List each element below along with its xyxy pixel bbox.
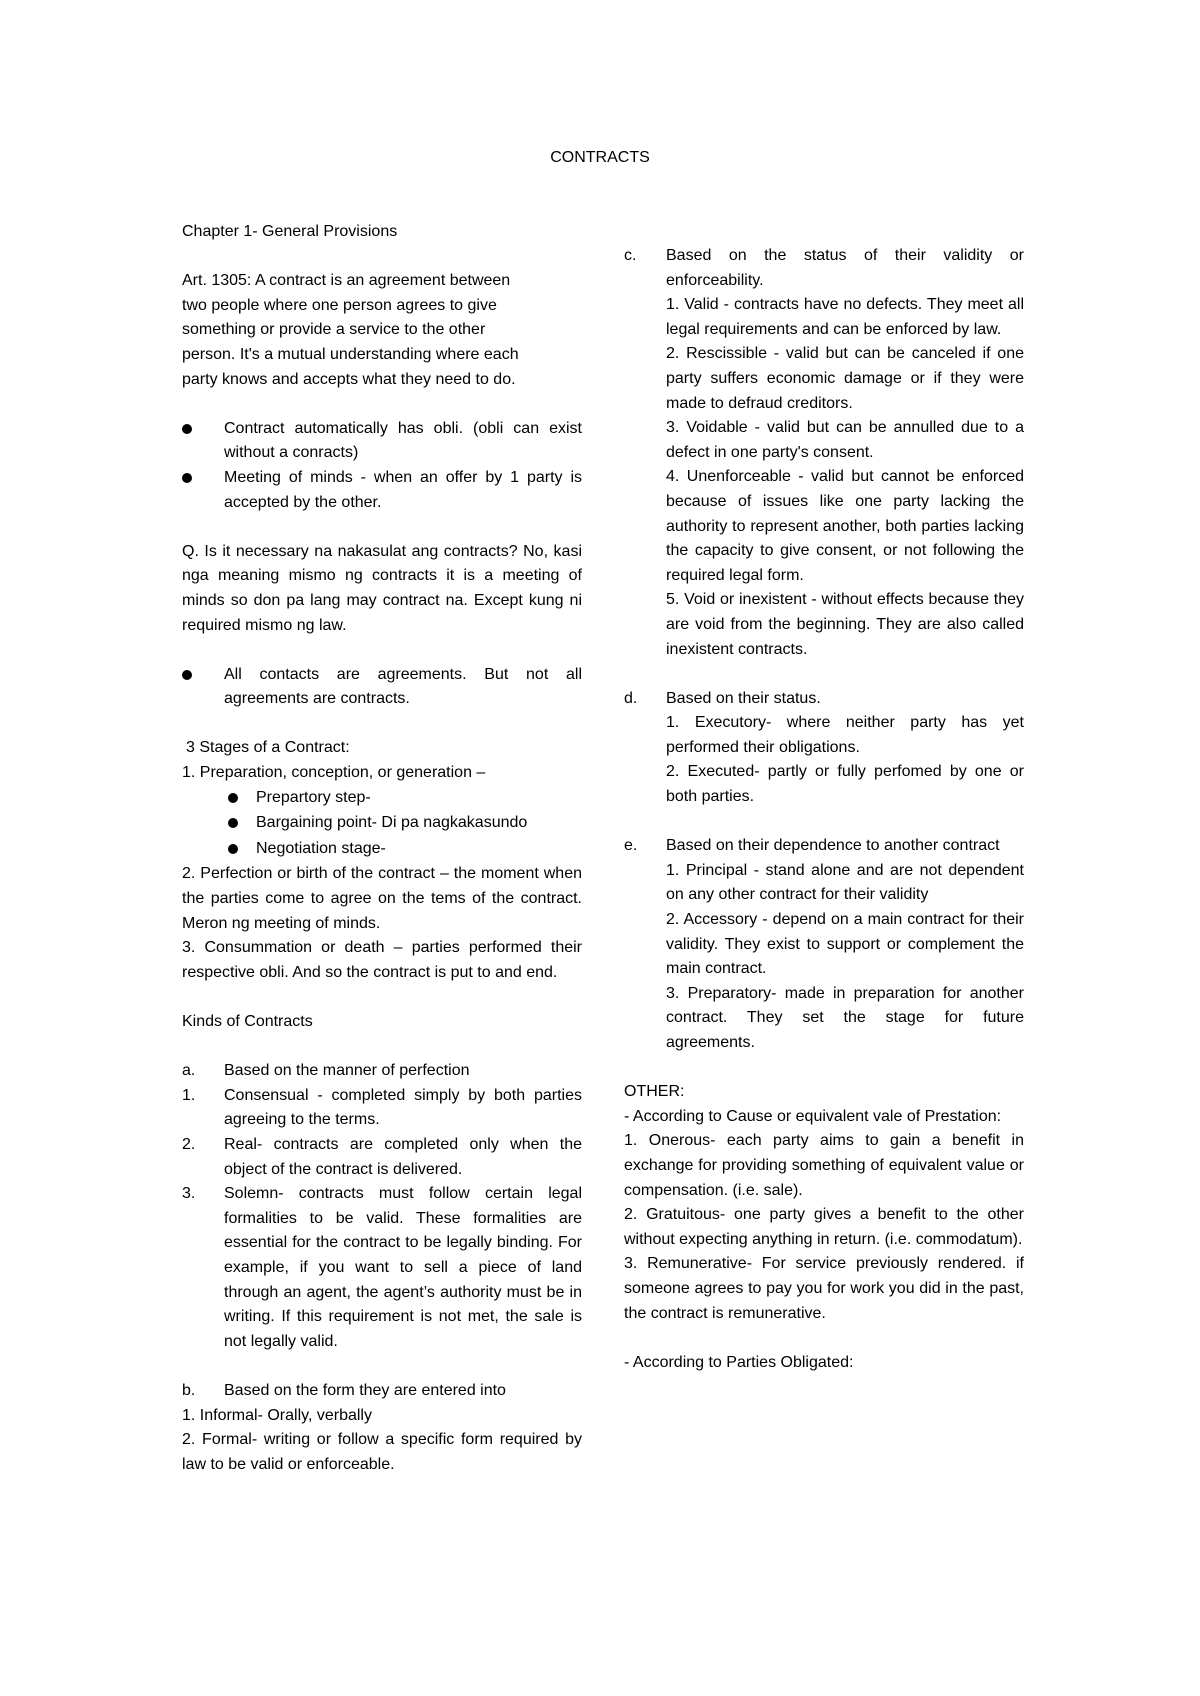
- section-text: Based on the form they are entered into: [224, 1381, 506, 1399]
- stage-3: 3. Consummation or death – parties performed their respective obli. And so the contract is put to and end.: [182, 939, 582, 981]
- stage-sub-text: Negotiation stage-: [256, 839, 386, 857]
- list-text: Consensual - completed simply by both parties agreeing to the terms.: [224, 1086, 582, 1129]
- page-title: CONTRACTS: [550, 149, 650, 166]
- list-text: 3. Preparatory- made in preparation for another contract. They set the stage for future agreements.: [666, 984, 1024, 1051]
- bullet-icon: [182, 670, 192, 680]
- list-text: Real- contracts are completed only when the object of the contract is delivered.: [224, 1135, 582, 1178]
- list-item: [182, 1182, 582, 1354]
- bullet-icon: [228, 844, 238, 854]
- cause-heading: - According to Cause or equivalent vale of Prestation:: [624, 1107, 1002, 1125]
- list-text: 3. Remunerative- For service previously rendered. if someone agrees to pay you for work you did in the past, the contract is remunerative.: [624, 1255, 1024, 1322]
- section-b-heading: [182, 1379, 582, 1404]
- list-marker: 3.: [182, 1185, 196, 1203]
- chapter-heading: Chapter 1- General Provisions: [182, 223, 398, 240]
- section-d-heading: [624, 687, 1024, 712]
- list-text: 2. Executed- partly or fully perfomed by one or both parties.: [666, 763, 1024, 806]
- stage-sub-item: [182, 837, 582, 863]
- list-text: 1. Informal- Orally, verbally: [182, 1406, 372, 1424]
- right-column: [624, 244, 1024, 1375]
- section-marker: e.: [624, 837, 638, 855]
- bullet-text: All contacts are agreements. But not all agreements are contracts.: [224, 665, 582, 708]
- question-paragraph: Q. Is it necessary na nakasulat ang contracts? No, kasi nga meaning mismo ng contracts it is a meeting of minds so don pa lang may contract na. Except kung ni required mismo ng law.: [182, 542, 582, 634]
- stage-sub-item: [182, 786, 582, 812]
- article-line: two people where one person agrees to give: [182, 296, 497, 314]
- list-text: 3. Voidable - valid but can be annulled due to a defect in one party's consent.: [666, 419, 1024, 461]
- section-text: Based on their status.: [666, 689, 821, 707]
- article-line: something or provide a service to the other: [182, 321, 486, 339]
- bullet-item: [182, 663, 582, 712]
- list-text: 1. Principal - stand alone and are not dependent on any other contract for their validity: [666, 861, 1024, 904]
- stage-sub-text: Bargaining point- Di pa nagkakasundo: [256, 814, 528, 832]
- bullet-icon: [228, 793, 238, 803]
- section-marker: c.: [624, 247, 637, 264]
- left-column: [182, 220, 582, 1477]
- kinds-heading: Kinds of Contracts: [182, 1013, 313, 1030]
- list-marker: 1.: [182, 1086, 196, 1104]
- list-text: 1. Valid - contracts have no defects. They meet all legal requirements and can be enforced by law.: [666, 296, 1024, 338]
- section-marker: b.: [182, 1381, 196, 1399]
- bullet-icon: [182, 424, 192, 434]
- bullet-item: [182, 417, 582, 466]
- stage-2: 2. Perfection or birth of the contract – the moment when the parties come to agree on the tems of the contract. Meron ng meeting of minds.: [182, 865, 582, 932]
- section-marker: d.: [624, 689, 638, 707]
- article-line: party knows and accepts what they need to do.: [182, 370, 516, 388]
- section-e-heading: [624, 834, 1024, 859]
- parties-heading: - According to Parties Obligated:: [624, 1353, 854, 1371]
- list-marker: 2.: [182, 1135, 196, 1153]
- list-item: [182, 1133, 582, 1182]
- list-text: 2. Accessory - depend on a main contract for their validity. They exist to support or complement the main contract.: [666, 911, 1024, 978]
- bullet-icon: [228, 818, 238, 828]
- section-text: Based on the manner of perfection: [224, 1062, 470, 1080]
- bullet-text: Meeting of minds - when an offer by 1 party is accepted by the other.: [224, 468, 582, 511]
- section-c-heading: [624, 244, 1024, 293]
- stages-heading: 3 Stages of a Contract:: [186, 739, 350, 757]
- article-line: Art. 1305: A contract is an agreement between: [182, 272, 511, 290]
- stage-1: 1. Preparation, conception, or generation –: [182, 764, 486, 782]
- list-text: Solemn- contracts must follow certain legal formalities to be valid. These formalities are essential for the contract to be legally binding. For example, if you want to sell a piece of land through an agent, the agent’s authority must be in writing. If this requirement is not met, the sale is not legally valid.: [224, 1185, 582, 1350]
- section-text: Based on their dependence to another contract: [666, 837, 1000, 855]
- list-text: 4. Unenforceable - valid but cannot be enforced because of issues like one party lacking the authority to represent another, both parties lacking the capacity to give consent, or not following the required legal form.: [666, 468, 1024, 584]
- article-line: person. It's a mutual understanding where each: [182, 345, 519, 363]
- bullet-text: Contract automatically has obli. (obli can exist without a conracts): [224, 419, 582, 462]
- article-1305: [182, 269, 582, 392]
- list-text: 2. Formal- writing or follow a specific form required by law to be valid or enforceable.: [182, 1431, 582, 1473]
- list-text: 2. Rescissible - valid but can be canceled if one party suffers economic damage or if they were made to defraud creditors.: [666, 345, 1024, 412]
- list-text: 1. Executory- where neither party has yet performed their obligations.: [666, 714, 1024, 756]
- list-text: 5. Void or inexistent - without effects because they are void from the beginning. They are also called inexistent contracts.: [666, 591, 1024, 658]
- bullet-item: [182, 466, 582, 515]
- other-heading: OTHER:: [624, 1083, 685, 1101]
- list-text: 2. Gratuitous- one party gives a benefit to the other without expecting anything in return. (i.e. commodatum).: [624, 1206, 1024, 1248]
- section-marker: a.: [182, 1062, 196, 1080]
- stage-sub-item: [182, 811, 582, 837]
- stage-sub-text: Prepartory step-: [256, 788, 371, 806]
- section-text: Based on the status of their validity or enforceability.: [666, 247, 1024, 289]
- list-text: 1. Onerous- each party aims to gain a benefit in exchange for providing something of equivalent value or compensation. (i.e. sale).: [624, 1132, 1024, 1199]
- section-a-heading: [182, 1059, 582, 1084]
- list-item: [182, 1084, 582, 1133]
- bullet-icon: [182, 473, 192, 483]
